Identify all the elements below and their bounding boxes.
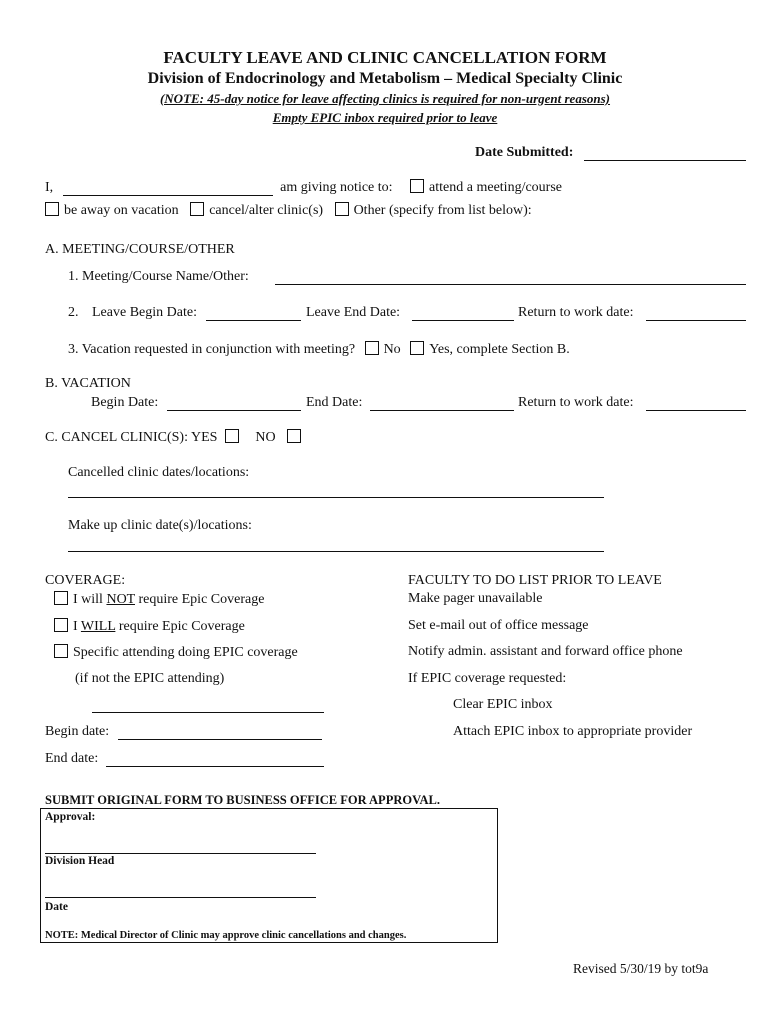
no-epic-coverage-checkbox[interactable] [54,591,68,605]
coverage-heading: COVERAGE: [45,573,126,588]
vacation-begin-label: Begin Date: [91,395,159,410]
makeup-dates-field[interactable] [68,551,604,552]
cancelled-dates-label: Cancelled clinic dates/locations: [68,465,250,480]
vacation-return-label: Return to work date: [518,395,634,410]
vacation-end-label: End Date: [306,395,363,410]
todo-heading: FACULTY TO DO LIST PRIOR TO LEAVE [408,573,662,588]
name-field[interactable] [63,181,273,196]
form-note: (NOTE: 45-day notice for leave affecting clinics is required for non-urgent reasons) [159,91,611,106]
leave-begin-field[interactable] [206,320,301,321]
coverage-end-field[interactable] [106,766,324,767]
will-epic-coverage-label: I WILL require Epic Coverage [73,619,245,634]
leave-end-field[interactable] [412,320,514,321]
todo-item: Set e-mail out of office message [408,618,589,633]
coverage-begin-field[interactable] [118,739,322,740]
cancelled-dates-field[interactable] [68,497,604,498]
leave-end-label: Leave End Date: [306,305,401,320]
todo-item: If EPIC coverage requested: [408,671,567,686]
cancel-clinic-yes-checkbox[interactable] [225,429,239,443]
division-head-label: Division Head [45,855,115,867]
cancel-clinic-no-checkbox[interactable] [287,429,301,443]
cancel-clinic-checkbox[interactable] [190,202,204,216]
vacation-meeting-yes-checkbox[interactable] [410,341,424,355]
specific-attending-checkbox[interactable] [54,644,68,658]
cancel-clinic-no-label: NO [255,430,276,445]
todo-item: Notify admin. assistant and forward office phone [408,644,683,659]
meeting-name-field[interactable] [275,284,746,285]
no-label: No [383,342,401,357]
todo-sub-item: Attach EPIC inbox to appropriate provider [453,724,693,739]
vacation-with-meeting-label: 3. Vacation requested in conjunction with meeting? [68,342,356,357]
return-work-field[interactable] [646,320,746,321]
no-epic-coverage-label: I will NOT require Epic Coverage [73,592,265,607]
item-2-number: 2. [68,305,79,320]
specific-attending-note: (if not the EPIC attending) [75,671,225,686]
vacation-meeting-no-checkbox[interactable] [365,341,379,355]
section-b-heading: B. VACATION [45,376,131,391]
meeting-checkbox[interactable] [410,179,424,193]
section-c-heading: C. CANCEL CLINIC(S): YES [45,430,218,445]
yes-label: Yes, complete Section B. [429,342,570,357]
cancel-clinic-option-label: cancel/alter clinic(s) [209,203,324,218]
approval-date-field[interactable] [45,897,316,898]
other-option-label: Other (specify from list below): [353,203,532,218]
division-head-signature-field[interactable] [45,853,316,854]
form-subtitle: Division of Endocrinology and Metabolism – Medical Specialty Clinic [147,70,623,87]
meeting-name-label: 1. Meeting/Course Name/Other: [68,269,249,284]
todo-sub-item: Clear EPIC inbox [453,697,553,712]
approval-date-label: Date [45,901,68,913]
coverage-begin-label: Begin date: [45,724,110,739]
giving-notice-text: am giving notice to: [280,180,393,195]
vacation-end-field[interactable] [370,410,514,411]
approval-label: Approval: [45,811,96,823]
vacation-begin-field[interactable] [167,410,301,411]
vacation-return-field[interactable] [646,410,746,411]
makeup-dates-label: Make up clinic date(s)/locations: [68,518,252,533]
date-submitted-label: Date Submitted: [475,145,574,160]
submit-instruction: SUBMIT ORIGINAL FORM TO BUSINESS OFFICE FOR APPROVAL. [45,793,440,807]
form-title: FACULTY LEAVE AND CLINIC CANCELLATION FORM [163,48,607,67]
leave-begin-label: Leave Begin Date: [92,305,197,320]
date-submitted-field[interactable] [584,145,746,161]
specific-attending-label: Specific attending doing EPIC coverage [73,645,298,660]
approval-box [40,808,498,943]
return-work-label: Return to work date: [518,305,634,320]
vacation-option-label: be away on vacation [64,203,179,218]
form-note-epic: Empty EPIC inbox required prior to leave [272,110,498,125]
meeting-option-label: attend a meeting/course [429,180,562,195]
attending-name-field[interactable] [92,712,324,713]
revised-footer: Revised 5/30/19 by tot9a [573,961,709,976]
section-a-heading: A. MEETING/COURSE/OTHER [45,242,235,257]
vacation-checkbox[interactable] [45,202,59,216]
other-checkbox[interactable] [335,202,349,216]
i-label: I, [45,180,54,195]
todo-item: Make pager unavailable [408,591,543,606]
will-epic-coverage-checkbox[interactable] [54,618,68,632]
medical-director-note: NOTE: Medical Director of Clinic may approve clinic cancellations and changes. [45,930,407,941]
coverage-end-label: End date: [45,751,99,766]
